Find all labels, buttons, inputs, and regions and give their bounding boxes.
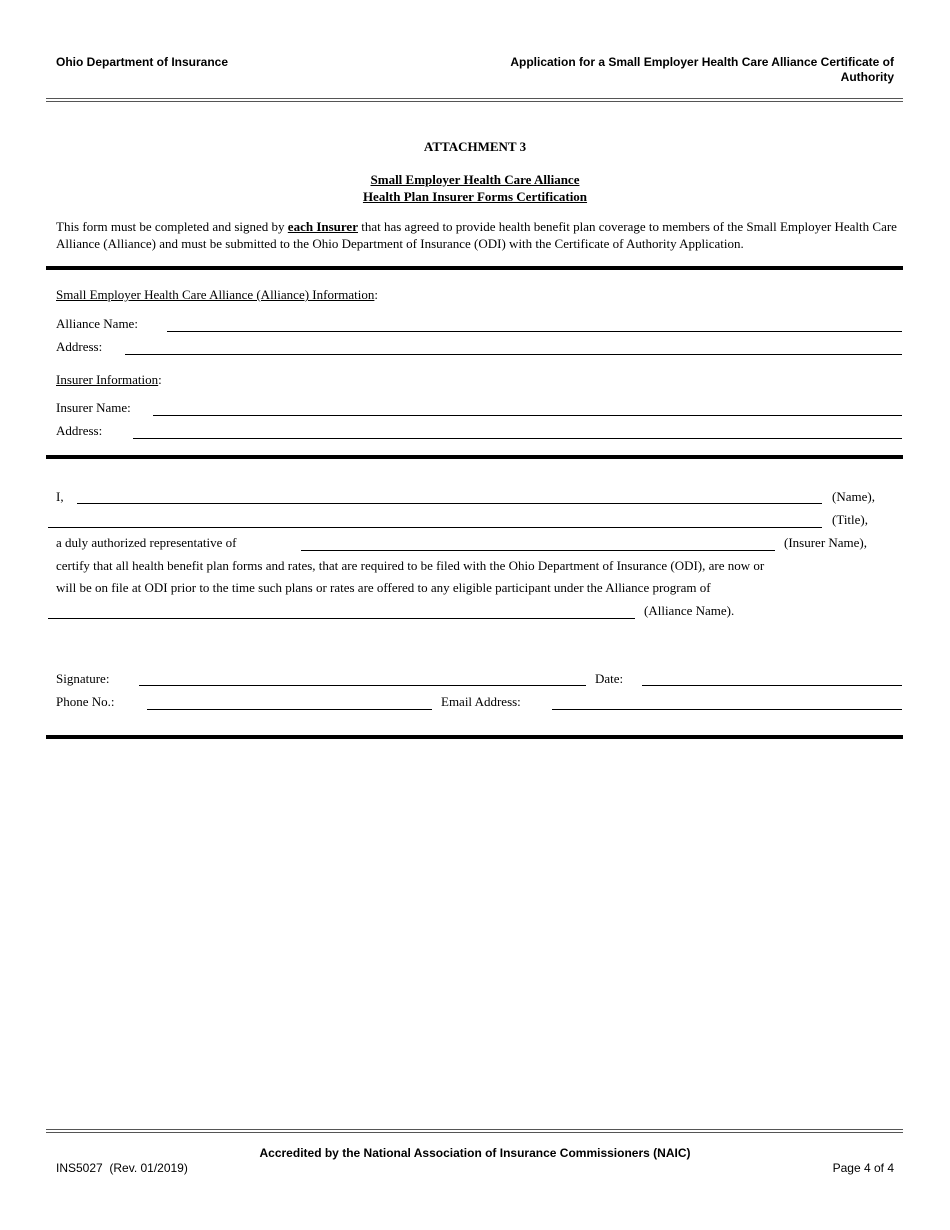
cert-alliance-field[interactable] — [48, 618, 635, 619]
header-org: Ohio Department of Insurance — [56, 55, 229, 69]
insurer-name-field[interactable] — [153, 415, 902, 416]
cert-name-field[interactable] — [77, 503, 822, 504]
footer-accreditation: Accredited by the National Association of Insurance Commissioners (NAIC) — [259, 1146, 691, 1160]
intro-post: that has agreed to provide health benefit plan coverage to members of the Small Employer Health Care Alliance (Alliance) and must be submitted to the Ohio Department of Insurance (ODI) with the Certificate of Authority Application. — [56, 219, 897, 251]
cert-statement-line-1: certify that all health benefit plan forms and rates, that are required to be filed with the Ohio Department of Insurance (ODI), are now or — [56, 558, 765, 573]
insurer-name-label: Insurer Name: — [56, 400, 131, 415]
alliance-name-label: Alliance Name: — [56, 316, 138, 331]
cert-rep-label: a duly authorized representative of — [56, 535, 237, 550]
footer-divider — [46, 1129, 903, 1133]
cert-name-suffix: (Name), — [832, 489, 875, 504]
header-title: Application for a Small Employer Health Care Alliance Certificate of Authority — [510, 55, 894, 84]
section-divider-1 — [46, 266, 903, 270]
email-label: Email Address: — [441, 694, 521, 709]
phone-label: Phone No.: — [56, 694, 115, 709]
cert-i-label: I, — [56, 489, 64, 504]
phone-field[interactable] — [147, 709, 432, 710]
alliance-heading: Small Employer Health Care Alliance (Alliance) Information: — [56, 287, 379, 302]
signature-label: Signature: — [56, 671, 110, 686]
alliance-address-label: Address: — [56, 339, 103, 354]
cert-statement-line-2: will be on file at ODI prior to the time such plans or rates are offered to any eligible participant under the Alliance program of — [56, 580, 711, 595]
section-divider-2 — [46, 455, 903, 459]
date-field[interactable] — [642, 685, 902, 686]
footer-page-number: Page 4 of 4 — [832, 1161, 894, 1175]
email-field[interactable] — [552, 709, 902, 710]
date-label: Date: — [595, 671, 624, 686]
cert-title-suffix: (Title), — [832, 512, 868, 527]
subtitle-line-2: Health Plan Insurer Forms Certification — [362, 189, 588, 204]
alliance-heading-text: Small Employer Health Care Alliance (Alliance) Information — [56, 287, 375, 302]
footer-form-id: INS5027 (Rev. 01/2019) — [56, 1161, 188, 1175]
subtitle-line-1: Small Employer Health Care Alliance — [370, 172, 580, 187]
cert-alliance-suffix: (Alliance Name). — [644, 603, 735, 618]
intro-pre: This form must be completed and signed by — [56, 219, 288, 234]
cert-insurer-field[interactable] — [301, 550, 775, 551]
intro-paragraph — [56, 218, 901, 252]
form-subtitle — [0, 171, 950, 205]
insurer-heading-text: Insurer Information — [56, 372, 159, 387]
cert-insurer-suffix: (Insurer Name), — [784, 535, 868, 550]
insurer-address-label: Address: — [56, 423, 103, 438]
section-divider-3 — [46, 735, 903, 739]
cert-title-field[interactable] — [48, 527, 822, 528]
alliance-address-field[interactable] — [125, 354, 902, 355]
attachment-title: ATTACHMENT 3 — [423, 139, 527, 154]
header-divider — [46, 98, 903, 102]
intro-emphasis: each Insurer — [287, 219, 358, 234]
insurer-address-field[interactable] — [133, 438, 902, 439]
alliance-name-field[interactable] — [167, 331, 902, 332]
signature-field[interactable] — [139, 685, 586, 686]
insurer-heading: Insurer Information: — [56, 372, 162, 387]
